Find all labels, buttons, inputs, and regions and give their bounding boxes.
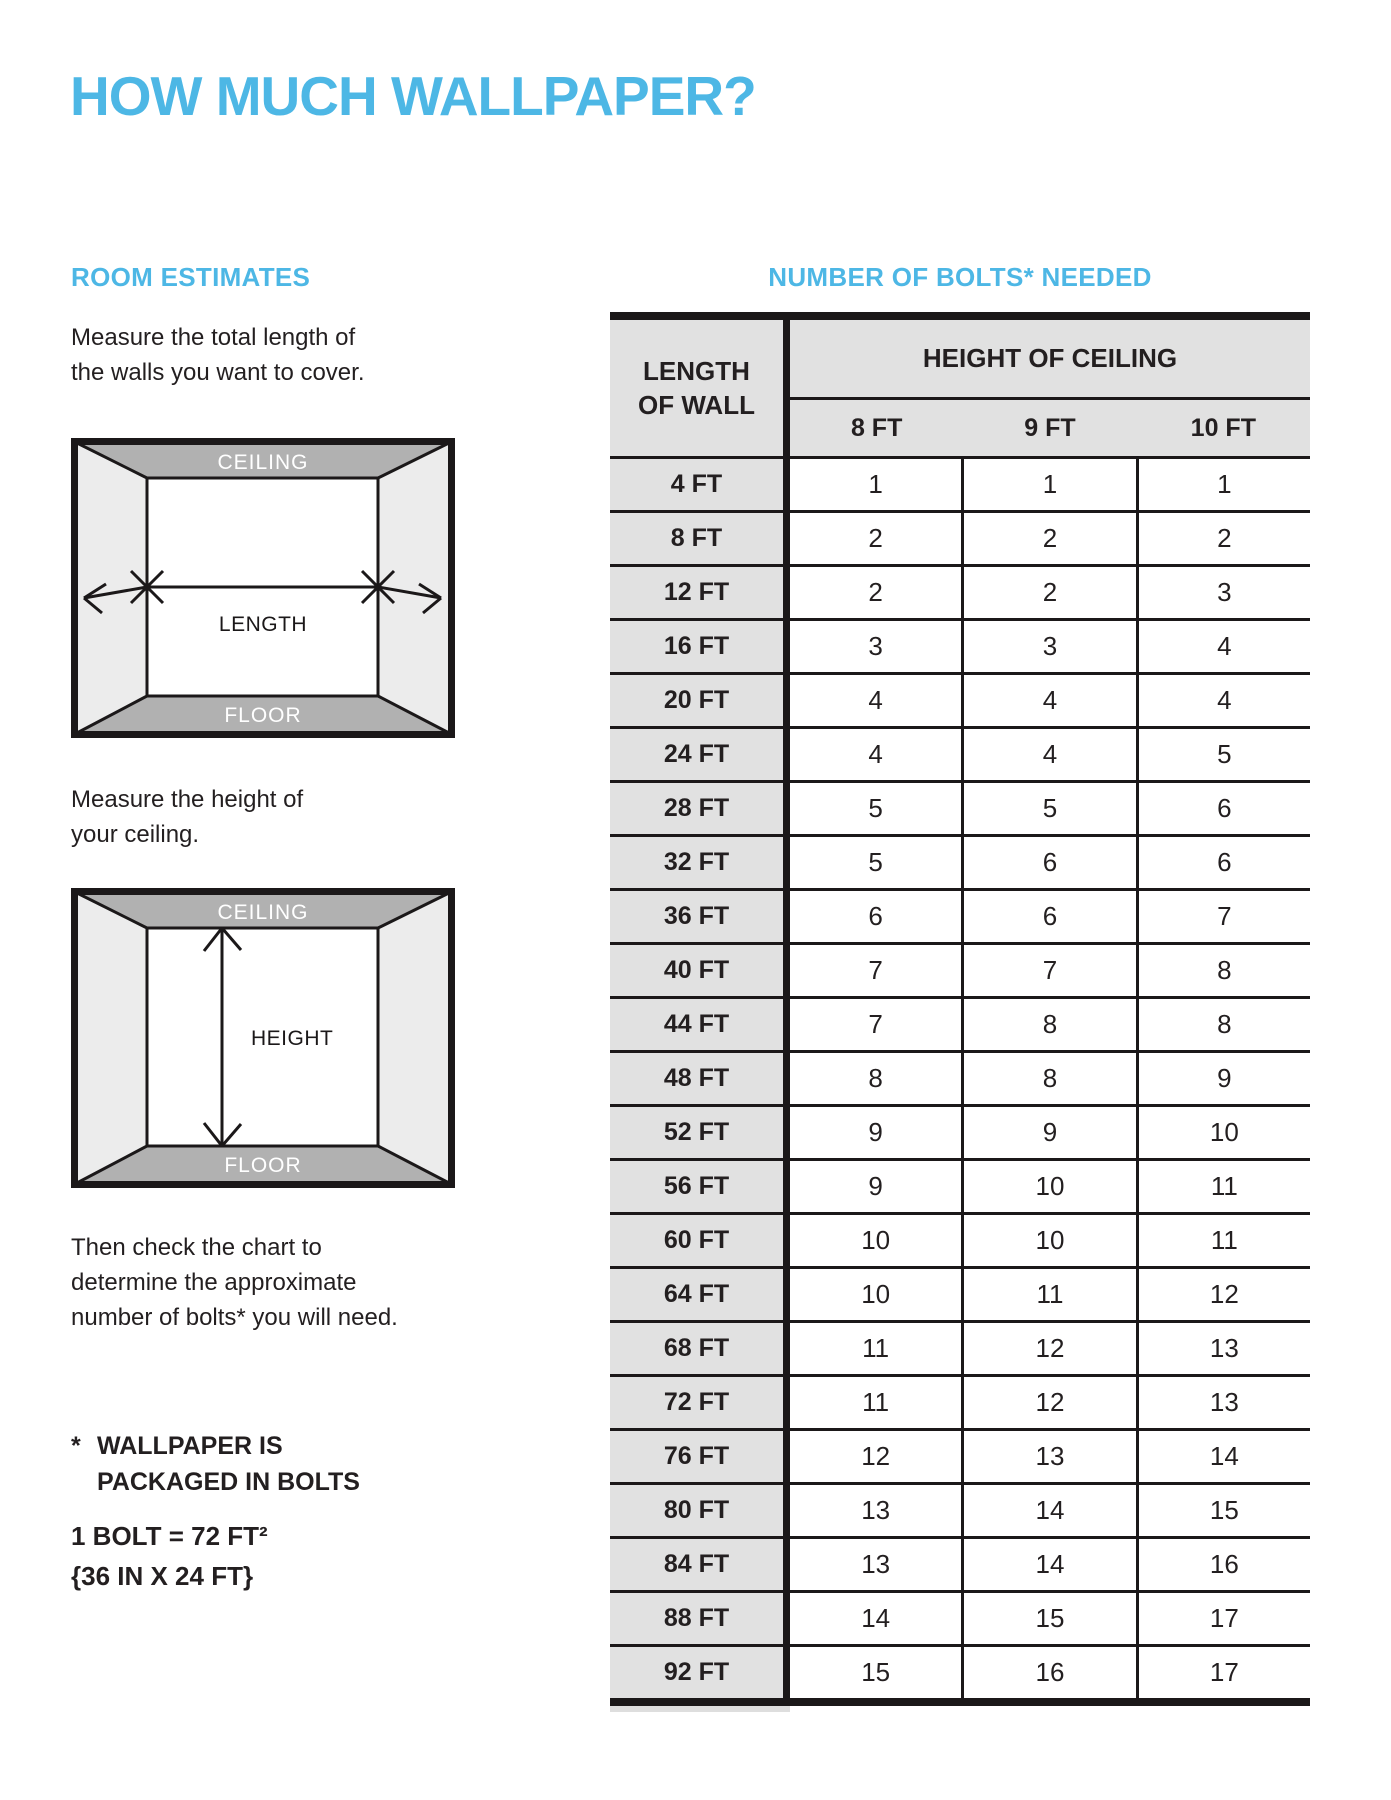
table-row <box>610 942 1310 996</box>
table-row <box>610 456 1310 510</box>
bolts-table <box>610 312 1310 1712</box>
right-wall-surface <box>378 888 455 1188</box>
bolt-count-cell: 1 <box>961 459 1135 510</box>
bolt-count-cell: 5 <box>1136 729 1310 780</box>
table-row <box>610 1158 1310 1212</box>
bolt-count-cell: 13 <box>1136 1377 1310 1428</box>
instruction-line: Then check the chart to <box>71 1234 322 1261</box>
table-row <box>610 510 1310 564</box>
floor-label: FLOOR <box>224 704 302 727</box>
bolt-count-cell: 11 <box>790 1377 961 1428</box>
floor-label: FLOOR <box>224 1154 302 1177</box>
bolt-count-cell: 12 <box>961 1377 1135 1428</box>
bolt-count-cell: 11 <box>1136 1161 1310 1212</box>
table-row <box>610 780 1310 834</box>
bolt-count-cell: 9 <box>790 1161 961 1212</box>
bolt-count-cell: 7 <box>1136 891 1310 942</box>
bolt-count-cell: 12 <box>1136 1269 1310 1320</box>
ceiling-height-column-header: 8 FT <box>850 413 903 442</box>
table-row <box>610 1212 1310 1266</box>
wallpaper-bolts-footnote <box>71 1428 360 1500</box>
bolt-count-cell: 16 <box>961 1647 1135 1698</box>
wall-length-cell: 80 FT <box>610 1485 790 1536</box>
table-row <box>610 1428 1310 1482</box>
room-height-diagram <box>71 888 455 1188</box>
bolt-count-cell: 2 <box>961 567 1135 618</box>
page-title: HOW MUCH WALLPAPER? <box>70 65 756 127</box>
room-length-diagram-svg <box>71 438 455 738</box>
bolt-count-cell: 3 <box>1136 567 1310 618</box>
bolt-count-cell: 17 <box>1136 1647 1310 1698</box>
instruction-measure-length <box>71 320 364 390</box>
instruction-line: Measure the total length of <box>71 324 356 351</box>
bolt-count-cell: 10 <box>790 1269 961 1320</box>
footnote-line: PACKAGED IN BOLTS <box>97 1468 360 1496</box>
bolt-count-cell: 10 <box>790 1215 961 1266</box>
wall-length-cell: 36 FT <box>610 891 790 942</box>
instruction-line: the walls you want to cover. <box>71 359 365 386</box>
table-row <box>610 1644 1310 1698</box>
bolt-count-cell: 8 <box>790 1053 961 1104</box>
bolt-count-cell: 9 <box>1136 1053 1310 1104</box>
instruction-line: your ceiling. <box>71 821 200 848</box>
bolt-count-cell: 5 <box>961 783 1135 834</box>
room-height-diagram-svg <box>71 888 455 1188</box>
table-row <box>610 1374 1310 1428</box>
bolt-count-cell: 12 <box>790 1431 961 1482</box>
footnote-text <box>97 1428 360 1500</box>
table-row <box>610 672 1310 726</box>
wall-length-cell: 68 FT <box>610 1323 790 1374</box>
bolt-count-cell: 5 <box>790 837 961 888</box>
bolt-count-cell: 8 <box>1136 999 1310 1050</box>
bolt-count-cell: 2 <box>961 513 1135 564</box>
bolt-count-cell: 5 <box>790 783 961 834</box>
bolt-count-cell: 11 <box>961 1269 1135 1320</box>
bolt-count-cell: 7 <box>961 945 1135 996</box>
bolt-count-cell: 11 <box>1136 1215 1310 1266</box>
bolt-count-cell: 8 <box>961 1053 1135 1104</box>
left-wall-surface <box>71 888 147 1188</box>
table-row <box>610 618 1310 672</box>
table-row <box>610 1590 1310 1644</box>
ceiling-label: CEILING <box>217 451 309 474</box>
wall-length-cell: 88 FT <box>610 1593 790 1644</box>
wall-length-cell: 16 FT <box>610 621 790 672</box>
bolt-count-cell: 4 <box>961 675 1135 726</box>
wall-length-cell: 44 FT <box>610 999 790 1050</box>
bolt-count-cell: 6 <box>1136 837 1310 888</box>
bolt-count-cell: 15 <box>1136 1485 1310 1536</box>
length-label: LENGTH <box>218 613 308 636</box>
wall-length-cell: 72 FT <box>610 1377 790 1428</box>
length-of-wall-line: OF WALL <box>638 390 755 420</box>
length-of-wall-line: LENGTH <box>643 356 750 386</box>
table-footer-stub <box>610 1706 790 1712</box>
section-heading-room-estimates: ROOM ESTIMATES <box>71 262 311 292</box>
length-of-wall-header <box>610 320 790 456</box>
wall-length-cell: 4 FT <box>610 459 790 510</box>
wall-length-cell: 8 FT <box>610 513 790 564</box>
bolt-count-cell: 11 <box>790 1323 961 1374</box>
bolt-count-cell: 8 <box>961 999 1135 1050</box>
bolt-count-cell: 10 <box>1136 1107 1310 1158</box>
footnote-line: WALLPAPER IS <box>97 1432 283 1460</box>
section-heading-bolts-needed: NUMBER OF BOLTS* NEEDED <box>768 262 1152 292</box>
bolt-count-cell: 7 <box>790 999 961 1050</box>
bolt-count-cell: 14 <box>961 1539 1135 1590</box>
bolt-count-cell: 10 <box>961 1215 1135 1266</box>
table-bottom-border <box>610 1698 1310 1706</box>
table-top-border <box>610 312 1310 320</box>
bolt-count-cell: 14 <box>1136 1431 1310 1482</box>
bolt-count-cell: 10 <box>961 1161 1135 1212</box>
wall-length-cell: 32 FT <box>610 837 790 888</box>
bolt-count-cell: 2 <box>790 513 961 564</box>
bolt-count-cell: 7 <box>790 945 961 996</box>
wall-length-cell: 52 FT <box>610 1107 790 1158</box>
room-length-diagram <box>71 438 455 738</box>
bolt-count-cell: 13 <box>1136 1323 1310 1374</box>
bolt-count-cell: 8 <box>1136 945 1310 996</box>
bolt-count-cell: 13 <box>790 1485 961 1536</box>
asterisk: * <box>71 1432 81 1460</box>
bolt-count-cell: 6 <box>961 837 1135 888</box>
height-label: HEIGHT <box>251 1027 334 1050</box>
bolts-table-body <box>610 456 1310 1698</box>
wall-length-cell: 24 FT <box>610 729 790 780</box>
table-row <box>610 726 1310 780</box>
wall-length-cell: 76 FT <box>610 1431 790 1482</box>
bolt-count-cell: 6 <box>961 891 1135 942</box>
bolt-count-cell: 17 <box>1136 1593 1310 1644</box>
bolt-count-cell: 3 <box>961 621 1135 672</box>
bolt-count-cell: 15 <box>961 1593 1135 1644</box>
instruction-line: determine the approximate <box>71 1269 357 1296</box>
table-header <box>610 320 1310 456</box>
table-row <box>610 1320 1310 1374</box>
bolt-dimensions: {36 IN X 24 FT} <box>71 1561 254 1591</box>
height-of-ceiling-header: HEIGHT OF CEILING <box>790 320 1310 400</box>
table-row <box>610 1266 1310 1320</box>
bolt-count-cell: 2 <box>790 567 961 618</box>
bolt-count-cell: 2 <box>1136 513 1310 564</box>
bolt-count-cell: 14 <box>961 1485 1135 1536</box>
bolt-size-info <box>71 1516 268 1596</box>
bolt-count-cell: 4 <box>1136 621 1310 672</box>
bolt-count-cell: 6 <box>1136 783 1310 834</box>
wall-length-cell: 20 FT <box>610 675 790 726</box>
instruction-measure-height <box>71 782 303 852</box>
table-row <box>610 996 1310 1050</box>
bolt-count-cell: 16 <box>1136 1539 1310 1590</box>
bolt-count-cell: 4 <box>790 729 961 780</box>
ceiling-height-subheaders <box>790 400 1310 456</box>
bolt-count-cell: 4 <box>790 675 961 726</box>
bolt-count-cell: 9 <box>961 1107 1135 1158</box>
bolt-count-cell: 9 <box>790 1107 961 1158</box>
bolt-count-cell: 1 <box>1136 459 1310 510</box>
bolt-count-cell: 14 <box>790 1593 961 1644</box>
table-row <box>610 1482 1310 1536</box>
wall-length-cell: 28 FT <box>610 783 790 834</box>
wall-length-cell: 12 FT <box>610 567 790 618</box>
bolt-count-cell: 4 <box>961 729 1135 780</box>
instruction-line: number of bolts* you will need. <box>71 1304 398 1331</box>
ceiling-height-column-header: 9 FT <box>1024 413 1076 442</box>
wall-length-cell: 92 FT <box>610 1647 790 1698</box>
bolt-count-cell: 6 <box>790 891 961 942</box>
ceiling-height-header-group <box>790 320 1310 456</box>
table-row <box>610 888 1310 942</box>
table-row <box>610 834 1310 888</box>
bolt-count-cell: 13 <box>790 1539 961 1590</box>
bolt-count-cell: 12 <box>961 1323 1135 1374</box>
bolt-count-cell: 15 <box>790 1647 961 1698</box>
instruction-line: Measure the height of <box>71 786 304 813</box>
table-row <box>610 1104 1310 1158</box>
ceiling-height-column-header: 10 FT <box>1190 413 1256 442</box>
wall-length-cell: 60 FT <box>610 1215 790 1266</box>
bolt-count-cell: 4 <box>1136 675 1310 726</box>
bolt-count-cell: 1 <box>790 459 961 510</box>
bolt-count-cell: 3 <box>790 621 961 672</box>
instruction-check-chart <box>71 1230 398 1335</box>
bolt-equation: 1 BOLT = 72 FT² <box>71 1521 268 1551</box>
wall-length-cell: 48 FT <box>610 1053 790 1104</box>
table-row <box>610 1050 1310 1104</box>
table-row <box>610 1536 1310 1590</box>
wall-length-cell: 64 FT <box>610 1269 790 1320</box>
wall-length-cell: 84 FT <box>610 1539 790 1590</box>
wall-length-cell: 56 FT <box>610 1161 790 1212</box>
table-row <box>610 564 1310 618</box>
wall-length-cell: 40 FT <box>610 945 790 996</box>
bolt-count-cell: 13 <box>961 1431 1135 1482</box>
ceiling-label: CEILING <box>217 901 309 924</box>
